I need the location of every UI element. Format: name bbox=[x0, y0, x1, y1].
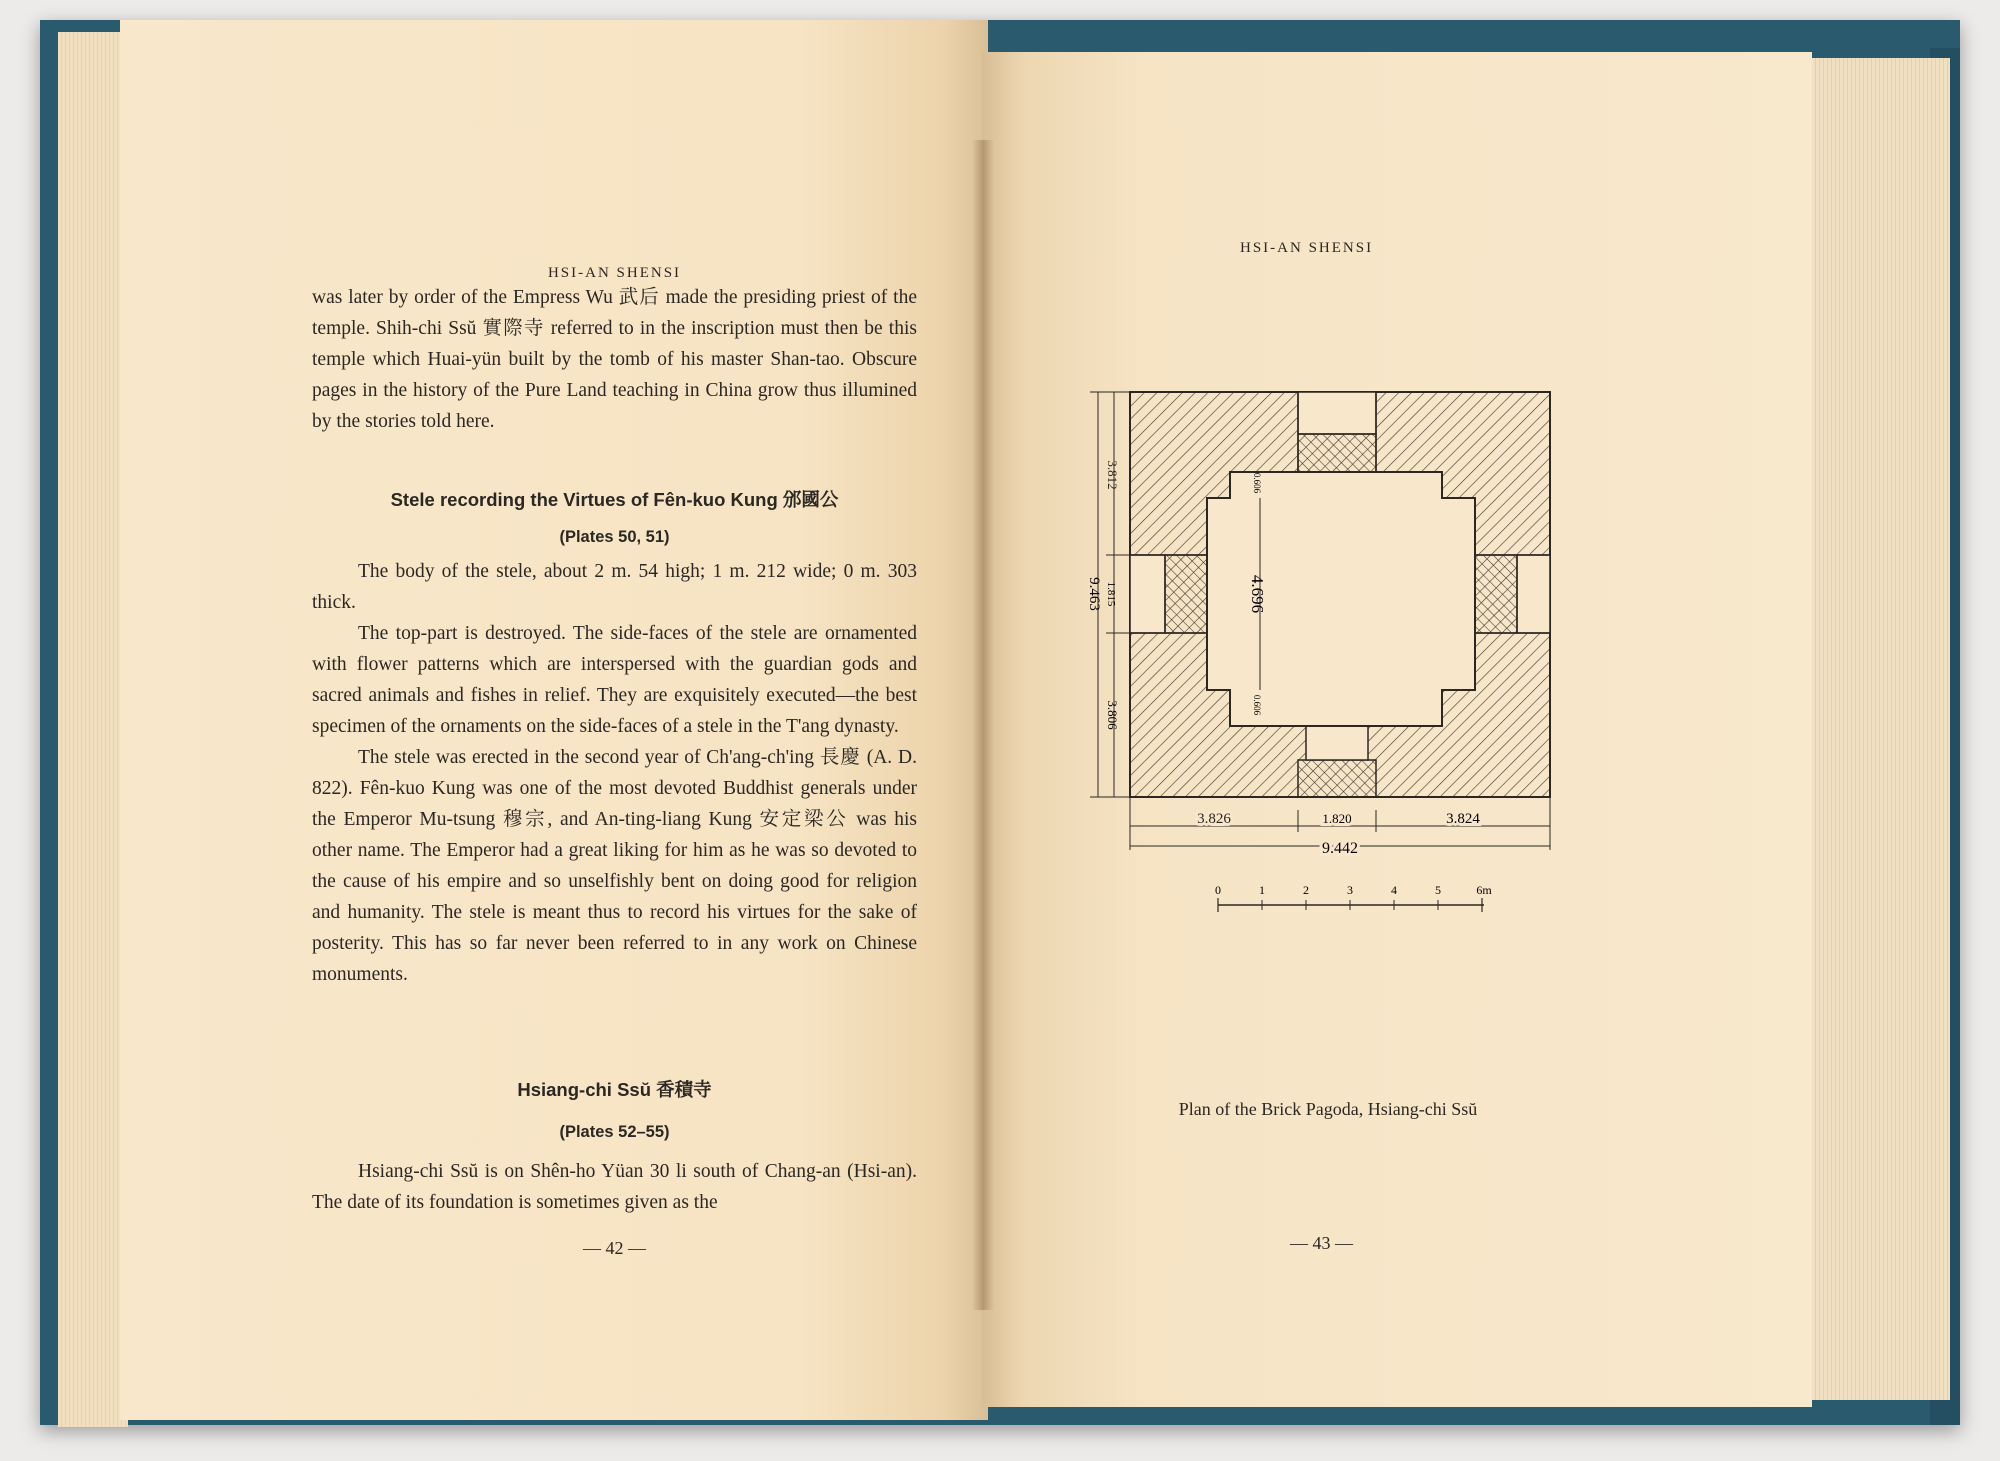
page-block-left bbox=[58, 32, 128, 1427]
scale-label-2: 2 bbox=[1303, 883, 1309, 897]
hsiang-chi-paragraph-text: Hsiang-chi Ssŭ is on Shên-ho Yüan 30 li south of Chang-an (Hsi-an). The date of its foundation is sometimes given as the bbox=[312, 1161, 917, 1213]
dim-bottom-mid: 1.820 bbox=[1322, 811, 1352, 826]
plates-reference-stele: (Plates 50, 51) bbox=[559, 528, 670, 546]
page-block-right bbox=[1800, 58, 1950, 1400]
intro-paragraph-text: was later by order of the Empress Wu 武后 made the presiding priest of the temple. Shih-chi Ssŭ 實際寺 referred to in the inscription must then be this temple which Huai-yün built by the tomb of his master Shan-tao. Obscure pages in the history of the Pure Land teaching in China grow thus illumined by the stories told here. bbox=[312, 287, 917, 432]
inner-chamber bbox=[1207, 472, 1475, 726]
plates-reference-hsiang-chi: (Plates 52–55) bbox=[559, 1123, 670, 1141]
top-passage bbox=[1298, 434, 1376, 472]
dim-bottom-total: 9.442 bbox=[1322, 840, 1358, 857]
dim-center: 4.696 bbox=[1248, 574, 1267, 614]
bottom-passage bbox=[1298, 760, 1376, 797]
dim-left-mid: 1.815 bbox=[1105, 581, 1117, 607]
scale-label-5: 5 bbox=[1435, 883, 1441, 897]
dim-left-total: 9.463 bbox=[1086, 577, 1102, 611]
dim-bottom-left: 3.826 bbox=[1197, 811, 1231, 827]
scale-label-0: 0 bbox=[1215, 883, 1221, 897]
intro-paragraph bbox=[312, 282, 917, 437]
scale-label-1: 1 bbox=[1259, 883, 1265, 897]
right-page-number: — 43 — bbox=[1290, 1233, 1353, 1253]
scale-bar bbox=[1215, 883, 1492, 912]
dim-small-bottom: 0.606 bbox=[1252, 694, 1262, 716]
dim-small-top: 0.606 bbox=[1252, 472, 1262, 494]
scale-label-6: 6m bbox=[1476, 883, 1492, 897]
scale-label-3: 3 bbox=[1347, 883, 1353, 897]
left-running-head: HSI-AN SHENSI bbox=[547, 265, 682, 281]
top-entrance bbox=[1298, 392, 1376, 434]
pagoda-plan-drawing bbox=[1080, 380, 1600, 920]
dim-left-bottom: 3.806 bbox=[1105, 700, 1120, 730]
left-entrance bbox=[1130, 555, 1165, 633]
hsiang-chi-paragraph bbox=[312, 1156, 917, 1218]
right-running-head: HSI-AN SHENSI bbox=[1240, 240, 1374, 256]
stele-history-paragraph: The stele was erected in the second year of Ch'ang-ch'ing 長慶 (A. D. 822). Fên-kuo Kung was one of the most devoted Buddhist generals under the Emperor Mu-tsung 穆宗, and An-ting-liang Kung 安定梁公 was his other name. The Emperor had a great liking for him as he was so devoted to the cause of his empire and so unselfishly bent on doing good for religion and humanity. The stele is meant thus to record his virtues for the sake of posterity. This has so far never been referred to in any work on Chinese monuments. bbox=[312, 747, 917, 985]
scale-label-4: 4 bbox=[1391, 883, 1397, 897]
stele-dimensions-paragraph: The body of the stele, about 2 m. 54 high; 1 m. 212 wide; 0 m. 303 thick. bbox=[312, 561, 917, 613]
right-entrance bbox=[1517, 555, 1550, 633]
stele-description bbox=[312, 556, 917, 990]
right-passage bbox=[1475, 555, 1517, 633]
book-gutter bbox=[972, 140, 994, 1310]
plan-caption: Plan of the Brick Pagoda, Hsiang-chi Ssŭ bbox=[1178, 1099, 1478, 1119]
dim-left-top: 3.812 bbox=[1105, 460, 1120, 490]
stele-ornament-paragraph: The top-part is destroyed. The side-faces of the stele are ornamented with flower patterns which are interspersed with the guardian gods and sacred animals and fishes in relief. They are exquisitely executed—the best specimen of the ornaments on the side-faces of a stele in the T'ang dynasty. bbox=[312, 623, 917, 737]
left-page-number: — 42 — bbox=[583, 1238, 646, 1258]
dim-bottom-right: 3.824 bbox=[1446, 811, 1480, 827]
left-passage bbox=[1165, 555, 1207, 633]
section-title-stele: Stele recording the Virtues of Fên-kuo Kung 邠國公 bbox=[390, 489, 839, 510]
section-title-hsiang-chi: Hsiang-chi Ssŭ 香積寺 bbox=[517, 1079, 712, 1100]
